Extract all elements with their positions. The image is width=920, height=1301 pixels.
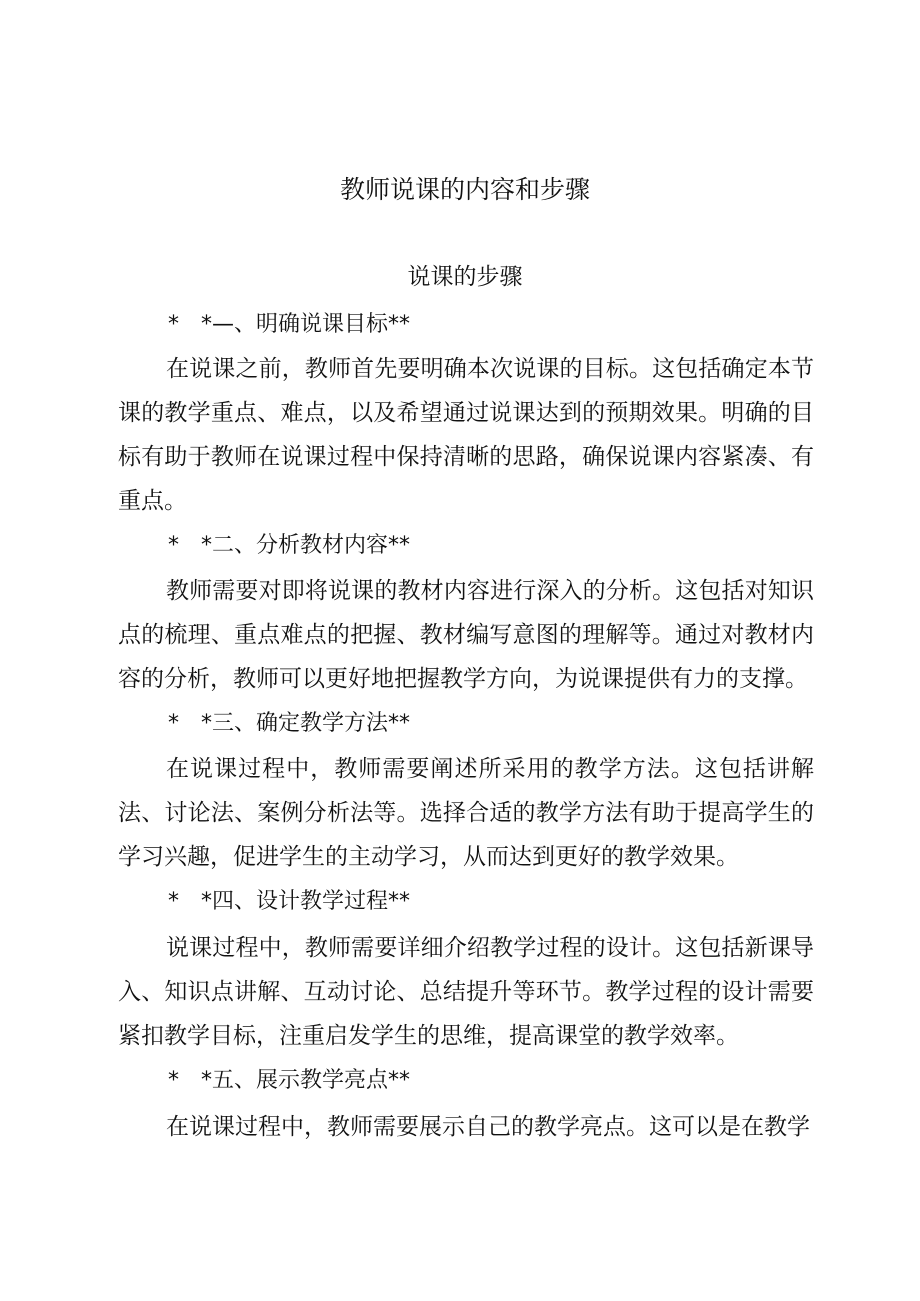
step-paragraph-5: 在说课过程中，教师需要展示自己的教学亮点。这可以是在教学 bbox=[166, 1114, 810, 1140]
step-paragraph-4: 说课过程中，教师需要详细介绍教学过程的设计。这包括新课导入、知识点讲解、互动讨论、总结提升等环节。教学过程的设计需要紧扣教学目标，注重启发学生的思维，提高课堂的教学效率。 bbox=[118, 935, 814, 1049]
step-heading-1: * *—、明确说课目标** bbox=[168, 312, 411, 337]
step-paragraph-3: 在说课过程中，教师需要阐述所采用的教学方法。这包括讲解法、讨论法、案例分析法等。选择合适的教学方法有助于提高学生的学习兴趣，促进学生的主动学习，从而达到更好的教学效果。 bbox=[118, 756, 814, 870]
section-subtitle: 说课的步骤 bbox=[407, 264, 523, 290]
step-heading-4: * *四、设计教学过程** bbox=[168, 889, 411, 914]
step-heading-3: * *三、确定教学方法** bbox=[168, 711, 411, 736]
step-heading-5: * *五、展示教学亮点** bbox=[168, 1068, 411, 1093]
step-paragraph-2: 教师需要对即将说课的教材内容进行深入的分析。这包括对知识点的梳理、重点难点的把握、教材编写意图的理解等。通过对教材内容的分析，教师可以更好地把握教学方向，为说课提供有力的支撑。 bbox=[118, 578, 814, 692]
step-paragraph-1: 在说课之前，教师首先要明确本次说课的目标。这包括确定本节课的教学重点、难点，以及希望通过说课达到的预期效果。明确的目标有助于教师在说课过程中保持清晰的思路，确保说课内容紧凑、有重点。 bbox=[118, 356, 814, 514]
step-heading-2: * *二、分析教材内容** bbox=[168, 533, 411, 558]
document-title: 教师说课的内容和步骤 bbox=[339, 175, 590, 204]
